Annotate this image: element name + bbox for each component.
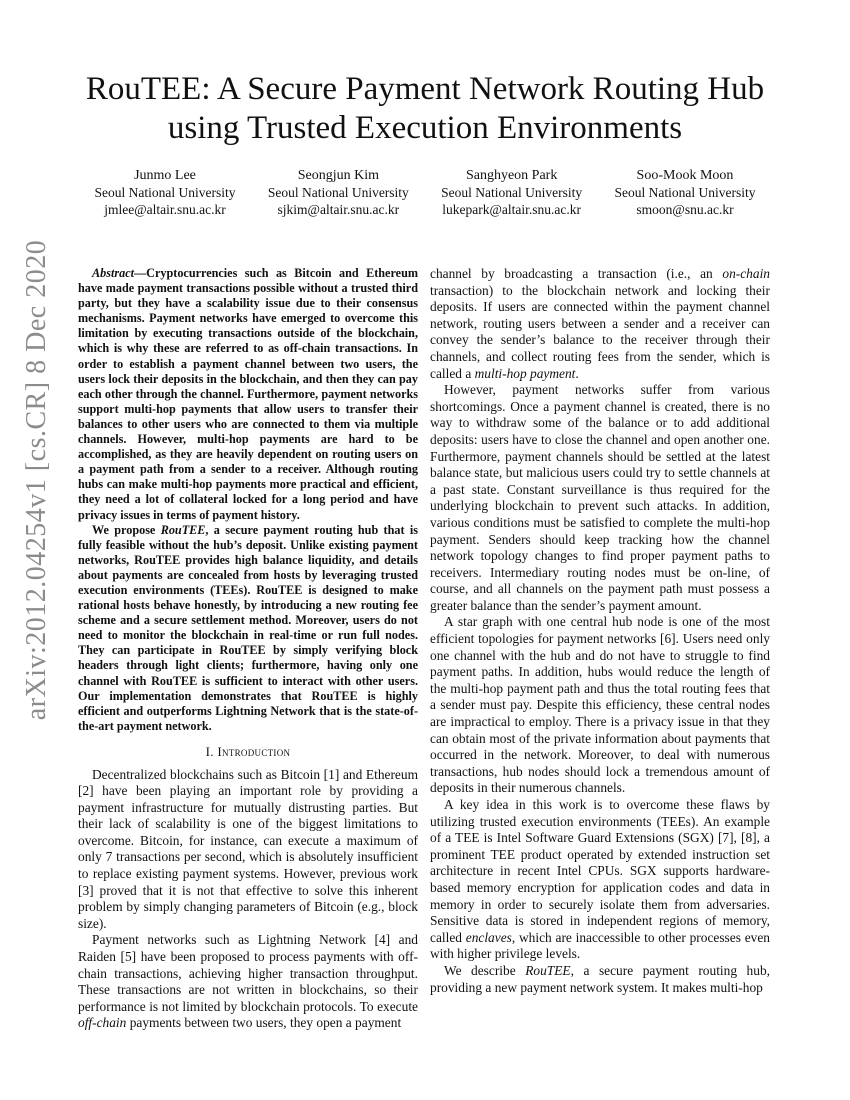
body-text: , which are inaccessible to other processes even with higher privilege levels. [430,929,770,962]
author-list [80,167,770,218]
body-paragraph [430,797,770,963]
author-affiliation: Seoul National University [441,185,583,200]
emphasis: multi-hop payment [474,365,576,381]
body-paragraph: Decentralized blockchains such as Bitcoin [1] and Ethereum [2] have been playing an important role by providing a payment infrastructure for mutually distrusting parties. But their lack of scalability is one of the biggest limitations to overcome. Bitcoin, for instance, can execute a maximum of only 7 transactions per second, which is absolutely insufficient to replace existing payment systems. However, previous work [3] proved that it is not that effective to solve this inherent problem by simply changing parameters of Bitcoin (e.g., block size). [78,766,418,931]
emphasis: off-chain [78,1015,127,1031]
section-title: Introduction [217,743,291,759]
abstract [78,266,418,734]
abstract-text: Cryptocurrencies such as Bitcoin and Ethereum have made payment transactions possible without a trusted third party, but they have a scalability issue due to their consensus mechanisms. Payment networks have emerged to overcome this limitation by executing transactions outside of the blockchain, which is why these are referred to as off-chain transactions. In order to establish a payment channel between two users, the users lock their deposits in the blockchain, and then they can pay each other through the channel. Furthermore, payment networks support multi-hop payments that allow users to transfer their balances to other users who are connected to them via multiple channels. However, multi-hop payments are hard to be accomplished, as they are heavily dependent on routing users on a payment path from a sender to a receiver. Although routing hubs can make multi-hop payments more practical and efficient, they need a lot of collateral locked for a long period and have privacy issues in terms of payment history. [78,266,418,522]
abstract-text: , a secure payment routing hub that is fully feasible without the hub’s deposit. Unlike existing payment networks, RouTEE provides high balance liquidity, and details about payments are concealed from hosts by leveraging trusted execution environments (TEEs). RouTEE is designed to make rational hosts behave honestly, by introducing a new routing fee scheme and a secure settlement method. Moreover, users do not need to monitor the blockchain in real-time or run full nodes. They can participate in RouTEE by simply verifying block headers through light clients; furthermore, having only one channel with RouTEE is sufficient to interact with other users. Our implementation demonstrates that RouTEE is highly efficient and outperforms Lightning Network that is the state-of-the-art payment network. [78,522,418,733]
author-affiliation: Seoul National University [614,185,756,200]
section-heading [78,744,418,761]
emphasis: on-chain [722,266,770,281]
body-text: We describe [444,962,526,978]
author-name: Seongjun Kim [297,168,379,183]
body-paragraph [430,266,770,382]
body-text: transaction) to the blockchain network and locking their deposits. If users are connected within the payment channel network, routing users between a sender and a receiver can convey the sender’s balance to the receiver through their channels, and collect routing fees from the sender, which is called a [430,282,770,381]
author-name: Soo-Mook Moon [636,168,734,183]
right-column [430,266,770,996]
author-email: lukepark@altair.snu.ac.kr [442,202,582,217]
author-block [427,167,597,218]
abstract-paragraph [78,523,418,734]
author-name: Junmo Lee [134,168,196,183]
body-paragraph: A star graph with one central hub node is one of the most efficient topologies for payment networks [6]. Users need only one channel with the hub and do not have to struggle to find payment paths. In addition, hubs would reduce the length of the multi-hop payment path and thus the total routing fees that a sender must pay. Despite this efficiency, these central nodes are impractical to employ. There is a privacy issue in that they can obtain most of the private information about payments that occurred in the network. Moreover, to deal with numerous transactions, hub nodes should lock a tremendous amount of deposits in their numerous channels. [430,614,770,796]
arxiv-watermark [12,239,62,721]
arxiv-id: arXiv:2012.04254v1 [cs.CR] 8 Dec 2020 [21,239,52,721]
body-text: , a secure payment routing hub, providing a new payment network system. It makes multi-hop [430,962,770,995]
emphasis: enclaves [465,929,512,945]
body-paragraph [430,963,770,996]
system-name: RouTEE [160,522,206,537]
body-text: payments between two users, they open a payment [126,1015,402,1031]
author-affiliation: Seoul National University [267,185,409,200]
author-email: jmlee@altair.snu.ac.kr [104,202,226,217]
body-text: Payment networks such as Lightning Network [4] and Raiden [5] have been proposed to process payments with off-chain transactions, achieving higher transaction throughput. These transactions are not written in blockchains, so their performance is not limited by blockchain protocols. To execute [78,932,418,1014]
body-text: A key idea in this work is to overcome these flaws by utilizing trusted execution environments (TEEs). An example of a TEE is Intel Software Guard Extensions (SGX) [7], [8], a prominent TEE product operated by extended instruction set architecture in recent Intel CPUs. SGX supports hardware-based memory encryption for application codes and data in memory in order to securely isolate them from adversaries. Sensitive data is stored in independent regions of memory, called [430,797,770,945]
body-paragraph [78,932,418,1032]
abstract-label: Abstract [92,266,134,280]
body-paragraph: However, payment networks suffer from various shortcomings. Once a payment channel is created, there is no way to withdraw some of the balance or to add additional deposits: users have to close the channel and open another one. Furthermore, payment channels should be settled at the latest balance state, but malicious users could try to settle channels at a past state. Constant surveillance is thus required for the underlying blockchain to prevent such attacks. In addition, various conditions must be satisfied to complete the multi-hop payment. Senders should keep tracking how the channel network topology changes to find proper payment paths to receivers. Intermediary routing nodes must be on-line, of course, and all channels on the payment path must possess a greater balance than the sender’s payment amount. [430,382,770,613]
author-block [600,167,770,218]
author-affiliation: Seoul National University [94,185,236,200]
left-column [78,266,418,1032]
system-name: RouTEE [525,962,571,978]
author-name: Sanghyeon Park [465,168,558,183]
abstract-paragraph: Abstract—Cryptocurrencies such as Bitcoin and Ethereum have made payment transactions possible without a trusted third party, but they have a scalability issue due to their consensus mechanisms. Payment networks have emerged to overcome this limitation by executing transactions outside of the blockchain, which is why these are referred to as off-chain transactions. In order to establish a payment channel between two users, the users lock their deposits in the blockchain, and then they can pay each other through the channel. Furthermore, payment networks support multi-hop payments that allow users to transfer their balances to other users who are connected to them via multiple channels. However, multi-hop payments are hard to be accomplished, as they are heavily dependent on routing users on a payment path from a sender to a receiver. Although routing hubs can make multi-hop payments more practical and efficient, they need a lot of collateral locked for a long period and have privacy issues in terms of payment history. [78,266,418,522]
author-email: sjkim@altair.snu.ac.kr [277,202,400,217]
author-block [80,167,250,218]
paper-title: RouTEE: A Secure Payment Network Routing Hub using Trusted Execution Environments [85,71,765,146]
section-number: I. [205,743,214,759]
body-text: channel by broadcasting a transaction (i.e., an [430,266,723,281]
author-block [253,167,423,218]
body-text: . [575,365,579,381]
abstract-text: We propose [92,522,161,537]
author-email: smoon@snu.ac.kr [636,202,734,217]
